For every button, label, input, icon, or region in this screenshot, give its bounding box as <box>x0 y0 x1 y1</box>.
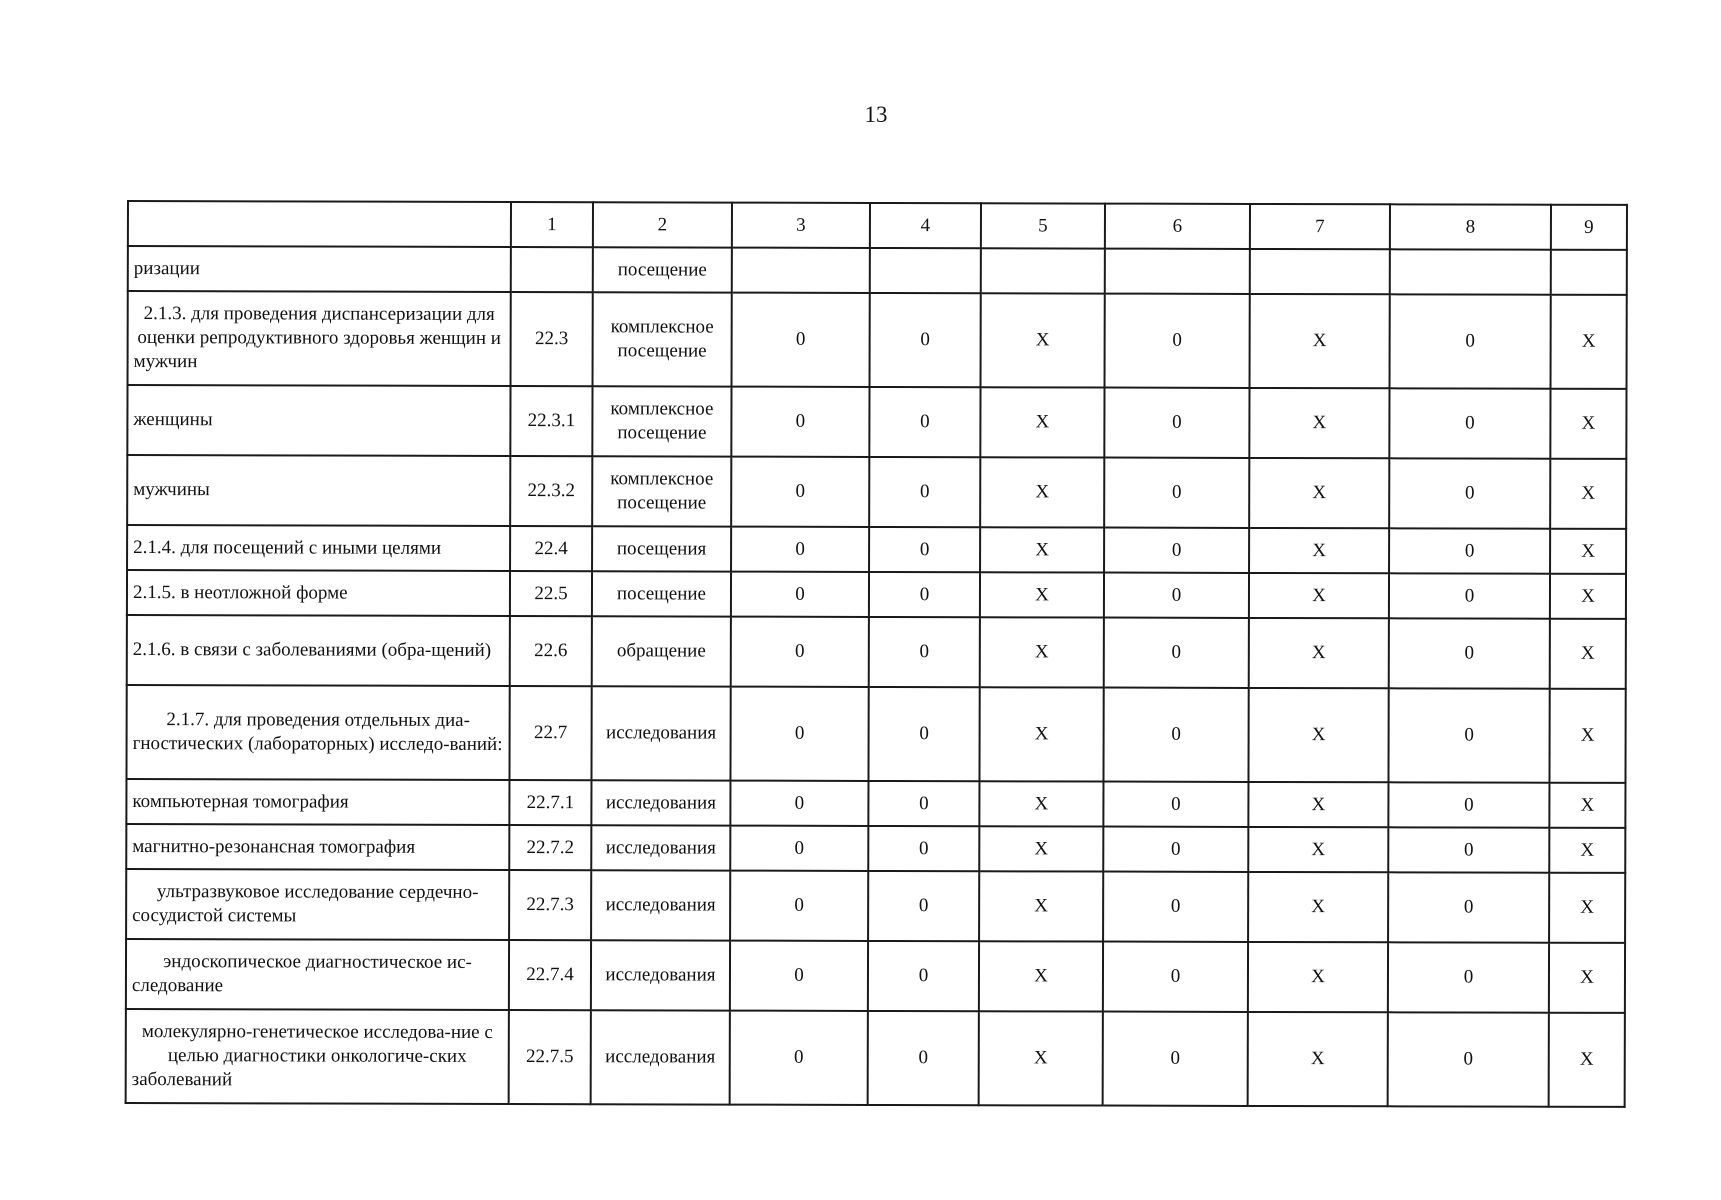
value-cell-col-6: 0 <box>1103 688 1248 782</box>
value-cell-col-6 <box>1105 249 1250 294</box>
row-code-cell: 22.7.5 <box>509 1010 591 1104</box>
value-cell-col-9: X <box>1549 873 1625 943</box>
row-code-cell: 22.6 <box>510 616 592 686</box>
value-cell-col-5: X <box>980 457 1104 527</box>
value-cell-col-7: X <box>1248 942 1388 1012</box>
value-cell-col-5: X <box>979 871 1103 941</box>
table-body <box>126 246 1627 1107</box>
value-cell-col-3: 0 <box>731 387 869 457</box>
value-cell-col-3: 0 <box>731 572 869 617</box>
row-code-cell <box>511 247 593 292</box>
column-header: 2 <box>593 202 732 247</box>
unit-cell: исследования <box>591 780 730 825</box>
value-cell-col-7: X <box>1249 458 1389 528</box>
table-row <box>127 615 1626 689</box>
value-cell-col-3: 0 <box>730 871 868 941</box>
value-cell-col-7: X <box>1248 827 1388 872</box>
value-cell-col-7: X <box>1248 688 1388 782</box>
value-cell-col-4 <box>870 248 981 293</box>
unit-cell: комплексное посещение <box>593 292 732 386</box>
value-cell-col-9: X <box>1550 574 1626 619</box>
value-cell-col-3: 0 <box>730 941 868 1011</box>
header-row <box>128 201 1627 250</box>
value-cell-col-6: 0 <box>1104 388 1249 458</box>
value-cell-col-5: X <box>980 527 1104 572</box>
unit-cell: комплексное посещение <box>592 456 731 526</box>
indicator-name-cell: магнитно-резонансная томография <box>126 824 509 870</box>
indicator-name-cell: ультразвуковое исследование сердечно-сосудистой системы <box>126 869 509 940</box>
value-cell-col-3: 0 <box>730 781 868 826</box>
row-code-cell: 22.3.2 <box>510 456 592 526</box>
value-cell-col-7: X <box>1248 782 1388 827</box>
indicator-name-cell: 2.1.3. для проведения диспансеризации для оценки репродуктивного здоровья женщин и мужчин <box>128 291 511 386</box>
value-cell-col-4: 0 <box>868 687 979 781</box>
value-cell-col-3: 0 <box>731 527 869 572</box>
indicator-name-cell: ризации <box>128 246 511 292</box>
column-header: 1 <box>511 202 593 247</box>
value-cell-col-8: 0 <box>1388 942 1549 1012</box>
value-cell-col-7: X <box>1249 388 1389 458</box>
value-cell-col-9: X <box>1549 1013 1625 1107</box>
table-row <box>128 291 1627 389</box>
value-cell-col-4: 0 <box>869 617 980 687</box>
value-cell-col-6: 0 <box>1104 528 1249 573</box>
indicator-name-cell: 2.1.7. для проведения отдельных диа-гностических (лабораторных) исследо-ваний: <box>126 685 509 780</box>
value-cell-col-7: X <box>1248 872 1388 942</box>
value-cell-col-3: 0 <box>730 826 868 871</box>
value-cell-col-4: 0 <box>868 871 979 941</box>
page-number: 13 <box>864 102 888 127</box>
value-cell-col-8: 0 <box>1388 872 1549 942</box>
row-code-cell: 22.7 <box>509 686 591 780</box>
value-cell-col-8: 0 <box>1388 782 1549 827</box>
value-cell-col-4: 0 <box>870 293 981 387</box>
value-cell-col-7 <box>1250 249 1390 294</box>
column-header: 3 <box>732 203 870 248</box>
value-cell-col-7: X <box>1249 528 1389 573</box>
row-code-cell: 22.5 <box>510 571 592 616</box>
value-cell-col-9: X <box>1549 689 1625 783</box>
value-cell-col-8: 0 <box>1389 458 1550 528</box>
value-cell-col-6: 0 <box>1103 1012 1248 1106</box>
column-header: 9 <box>1551 205 1627 250</box>
unit-cell: исследования <box>591 870 730 940</box>
value-cell-col-4: 0 <box>869 457 980 527</box>
unit-cell: посещение <box>593 247 732 292</box>
value-cell-col-7: X <box>1249 618 1389 688</box>
value-cell-col-7: X <box>1250 294 1390 388</box>
unit-cell: исследования <box>591 940 730 1010</box>
value-cell-col-4: 0 <box>868 826 979 871</box>
value-cell-col-6: 0 <box>1103 827 1248 872</box>
value-cell-col-5: X <box>980 572 1104 617</box>
value-cell-col-3 <box>732 248 870 293</box>
value-cell-col-9 <box>1551 250 1627 295</box>
table-row <box>127 455 1626 529</box>
value-cell-col-9: X <box>1550 529 1626 574</box>
value-cell-col-5: X <box>979 687 1103 781</box>
value-cell-col-5: X <box>979 941 1103 1011</box>
value-cell-col-4: 0 <box>868 941 979 1011</box>
unit-cell: исследования <box>591 1010 730 1104</box>
table-row <box>126 1009 1625 1107</box>
table-row <box>127 385 1626 459</box>
column-header <box>128 201 511 247</box>
table-row <box>128 246 1627 295</box>
indicator-name-cell: компьютерная томография <box>126 779 509 825</box>
row-code-cell: 22.3 <box>511 292 593 386</box>
indicator-name-cell: 2.1.6. в связи с заболеваниями (обра-щений) <box>127 615 510 686</box>
value-cell-col-9: X <box>1549 828 1625 873</box>
indicator-name-cell: женщины <box>127 385 510 456</box>
row-code-cell: 22.4 <box>510 526 592 571</box>
value-cell-col-5 <box>981 248 1105 293</box>
value-cell-col-5: X <box>979 781 1103 826</box>
value-cell-col-8: 0 <box>1389 618 1550 688</box>
value-cell-col-5: X <box>979 826 1103 871</box>
column-header: 8 <box>1390 204 1551 249</box>
row-code-cell: 22.3.1 <box>510 386 592 456</box>
value-cell-col-6: 0 <box>1103 872 1248 942</box>
value-cell-col-5: X <box>980 387 1104 457</box>
value-cell-col-4: 0 <box>869 572 980 617</box>
value-cell-col-7: X <box>1248 1012 1388 1106</box>
column-header: 7 <box>1250 204 1390 249</box>
unit-cell: исследования <box>591 825 730 870</box>
value-cell-col-6: 0 <box>1103 782 1248 827</box>
value-cell-col-6: 0 <box>1105 294 1250 388</box>
unit-cell: посещение <box>592 571 731 616</box>
table-row <box>126 869 1625 943</box>
value-cell-col-8 <box>1390 249 1551 294</box>
indicator-name-cell: молекулярно-генетическое исследова-ние с целью диагностики онкологиче-ских заболеваний <box>126 1009 509 1104</box>
value-cell-col-4: 0 <box>868 781 979 826</box>
unit-cell: исследования <box>591 686 730 780</box>
value-cell-col-9: X <box>1551 295 1627 389</box>
row-code-cell: 22.7.2 <box>509 825 591 870</box>
value-cell-col-5: X <box>981 293 1105 387</box>
value-cell-col-8: 0 <box>1389 573 1550 618</box>
unit-cell: комплексное посещение <box>592 386 731 456</box>
value-cell-col-3: 0 <box>731 457 869 527</box>
row-code-cell: 22.7.1 <box>509 780 591 825</box>
value-cell-col-8: 0 <box>1388 827 1549 872</box>
value-cell-col-3: 0 <box>730 1011 868 1105</box>
indicator-name-cell: 2.1.5. в неотложной форме <box>127 570 510 616</box>
indicator-name-cell: 2.1.4. для посещений с иными целями <box>127 525 510 571</box>
row-code-cell: 22.7.3 <box>509 870 591 940</box>
data-table <box>125 200 1628 1108</box>
value-cell-col-9: X <box>1550 459 1626 529</box>
column-header: 4 <box>870 203 981 248</box>
value-cell-col-6: 0 <box>1104 618 1249 688</box>
value-cell-col-6: 0 <box>1103 942 1248 1012</box>
value-cell-col-8: 0 <box>1388 688 1549 782</box>
table-row <box>126 779 1625 828</box>
table-row <box>127 570 1626 619</box>
value-cell-col-3: 0 <box>731 617 869 687</box>
indicator-name-cell: эндоскопическое диагностическое ис-следование <box>126 939 509 1010</box>
value-cell-col-4: 0 <box>869 527 980 572</box>
value-cell-col-6: 0 <box>1104 458 1249 528</box>
indicator-name-cell: мужчины <box>127 455 510 526</box>
value-cell-col-7: X <box>1249 573 1389 618</box>
value-cell-col-5: X <box>979 1011 1103 1105</box>
value-cell-col-9: X <box>1550 389 1626 459</box>
unit-cell: посещения <box>592 526 731 571</box>
value-cell-col-5: X <box>980 617 1104 687</box>
value-cell-col-9: X <box>1550 619 1626 689</box>
value-cell-col-8: 0 <box>1389 528 1550 573</box>
unit-cell: обращение <box>592 616 731 686</box>
column-header: 6 <box>1105 204 1250 249</box>
table-row <box>127 525 1626 574</box>
value-cell-col-8: 0 <box>1390 294 1551 388</box>
value-cell-col-3: 0 <box>730 687 868 781</box>
value-cell-col-4: 0 <box>869 387 980 457</box>
table-row <box>126 939 1625 1013</box>
column-header: 5 <box>981 203 1105 248</box>
value-cell-col-9: X <box>1549 783 1625 828</box>
value-cell-col-3: 0 <box>732 293 870 387</box>
value-cell-col-8: 0 <box>1388 1012 1549 1106</box>
value-cell-col-9: X <box>1549 943 1625 1013</box>
row-code-cell: 22.7.4 <box>509 940 591 1010</box>
value-cell-col-4: 0 <box>868 1011 979 1105</box>
table-row <box>126 824 1625 873</box>
value-cell-col-6: 0 <box>1104 573 1249 618</box>
table-row <box>126 685 1625 783</box>
value-cell-col-8: 0 <box>1389 388 1550 458</box>
